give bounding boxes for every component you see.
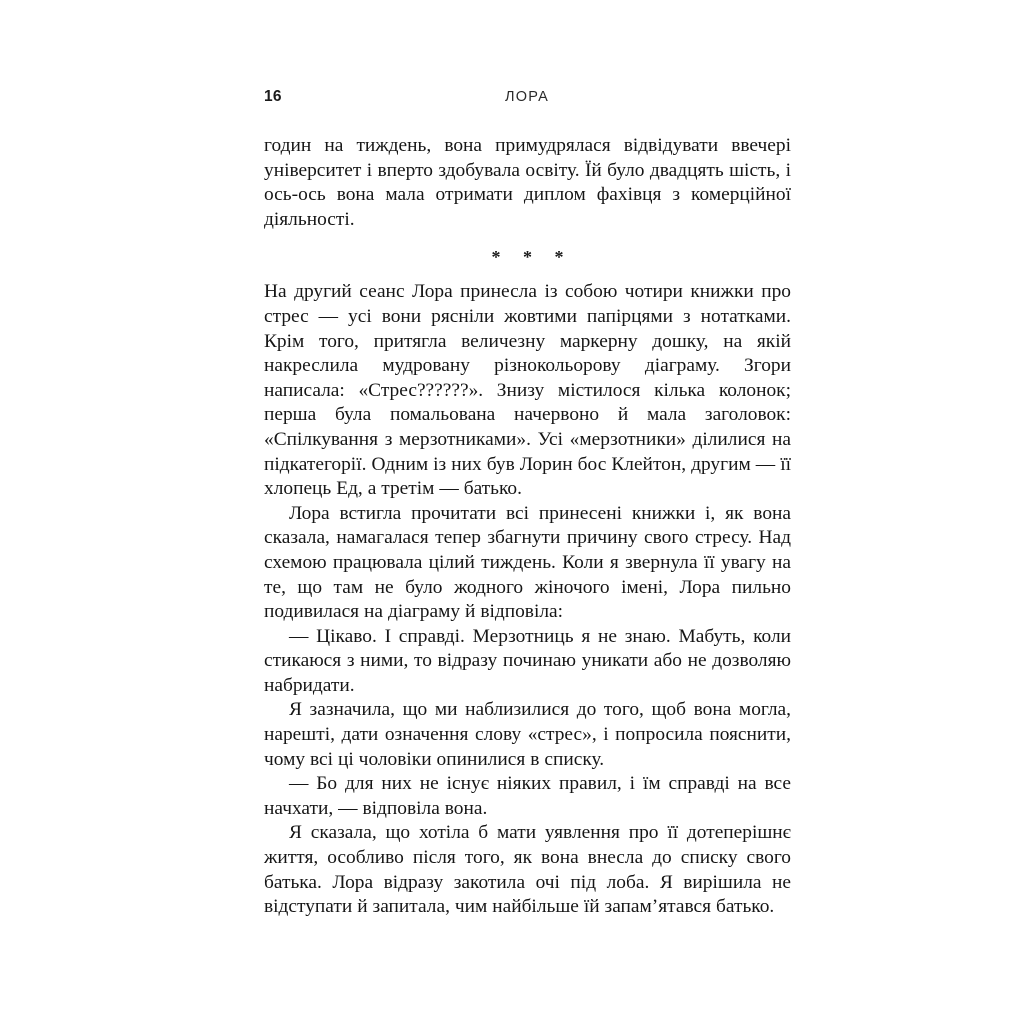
paragraph: На другий сеанс Лора принесла із собою чотири книжки про стрес — усі вони рясніли жовтими папірцями з нотатками. Крім того, притягла величезну маркерну дошку, на якій накреслила мудровану різнокольорову діаграму. Згори написала: «Стрес??????». Знизу містилося кілька колонок; перша була помальована начервоно й мала заголовок: «Спілкування з мерзотниками». Усі «мерзотники» ділилися на підкатегорії. Одним із них був Лорин бос Клейтон, другим — її хлопець Ед, а третім — батько. [264, 281, 791, 500]
running-header [264, 86, 790, 108]
paragraph: годин на тиждень, вона примудрялася відвідувати ввечері університет і вперто здобувала освіту. Їй було двадцять шість, і ось-ось вона мала отримати диплом фахівця з комерційної діяльності. [264, 135, 791, 230]
dialogue-paragraph: — Бо для них не існує ніяких правил, і їм справді на все начхати, — відповіла вона. [264, 773, 791, 819]
running-title: ЛОРА [505, 89, 549, 105]
paragraph: Я сказала, що хотіла б мати уявлення про її дотеперішнє життя, особливо після того, як вона внесла до списку свого батька. Лора відразу закотила очі під лоба. Я вирішила не відступати й запитала, чим найбільше їй запам’ятався батько. [264, 822, 791, 918]
scene-break-divider: * * * [491, 247, 573, 268]
body-text-block [264, 134, 791, 920]
paragraph: Я зазначила, що ми наблизилися до того, щоб вона могла, нарешті, дати означення слову «стрес», і попросила пояснити, чому всі ці чоловіки опинилися в списку. [264, 699, 791, 770]
paragraph: Лора встигла прочитати всі принесені книжки і, як вона сказала, намагалася тепер збагнути причину свого стресу. Над схемою працювала цілий тиждень. Коли я звернула її увагу на те, що там не було жодного жіночого імені, Лора пильно подивилася на діаграму й відповіла: [264, 502, 791, 623]
page-number: 16 [264, 88, 282, 105]
dialogue-paragraph: — Цікаво. І справді. Мерзотниць я не знаю. Мабуть, коли стикаюся з ними, то відразу починаю уникати або не дозволяю набридати. [264, 625, 791, 696]
